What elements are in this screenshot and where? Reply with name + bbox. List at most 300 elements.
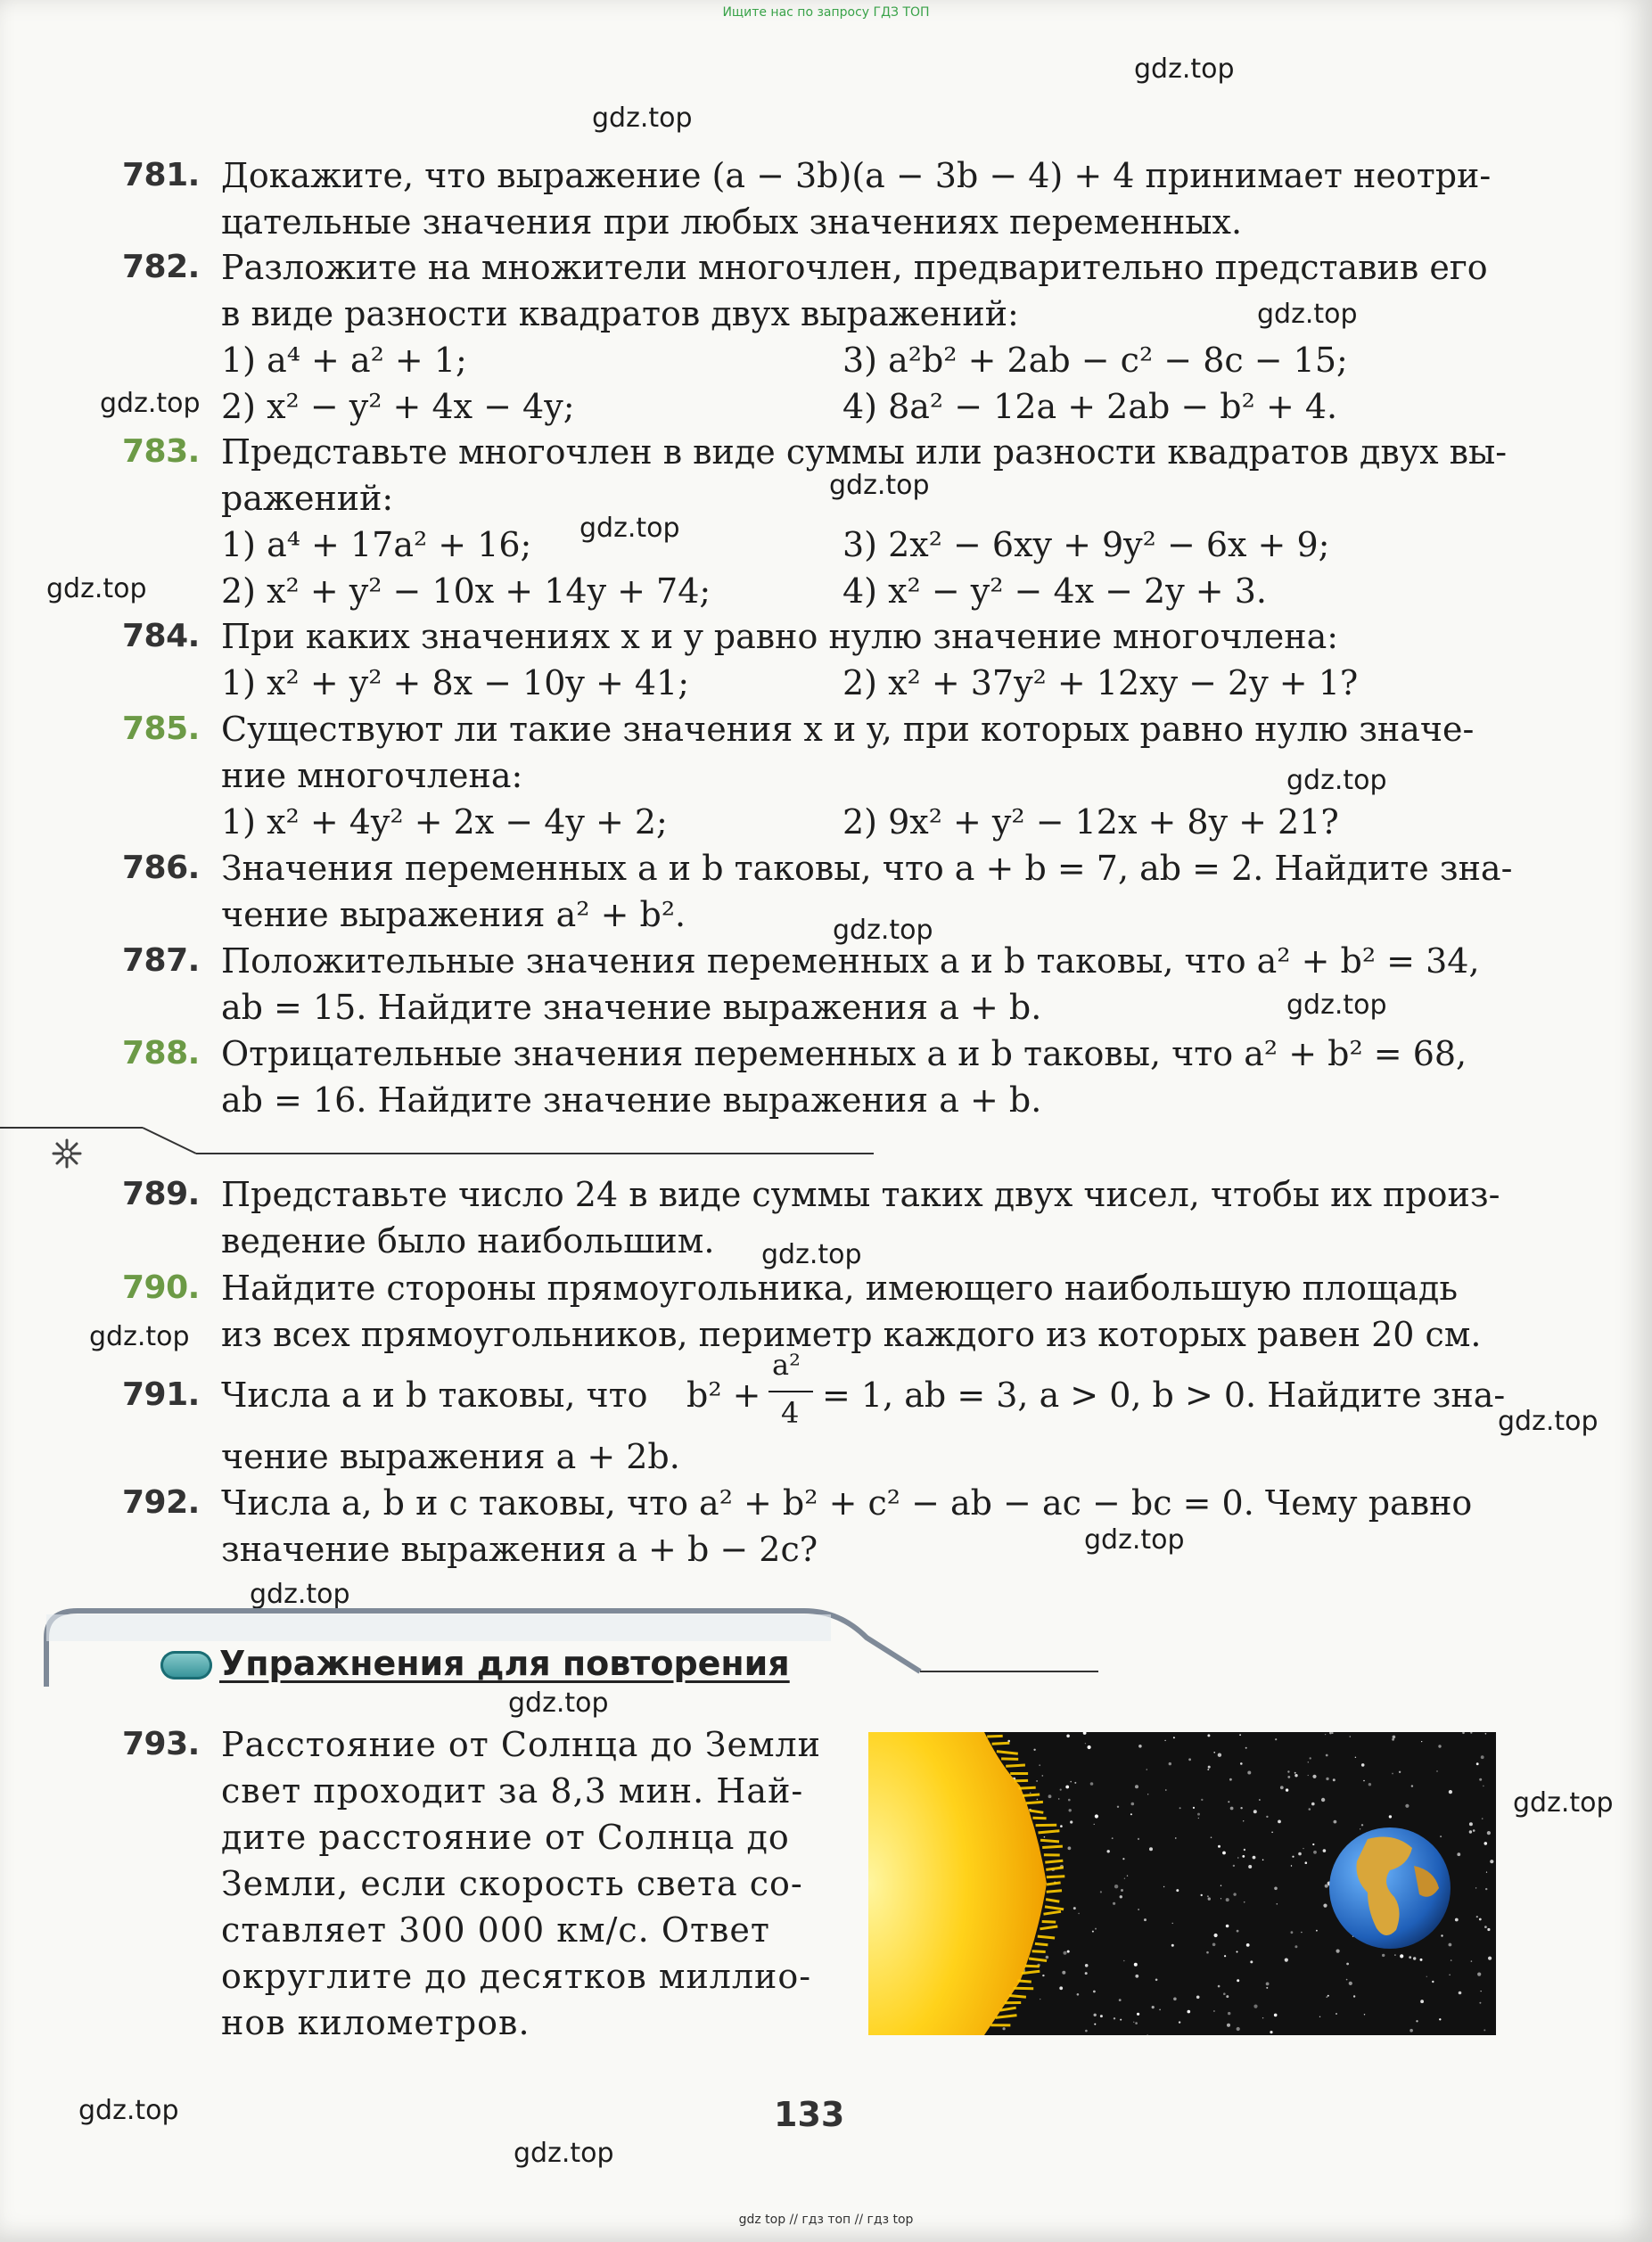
- star: [1135, 1975, 1138, 1978]
- star: [1065, 1786, 1069, 1789]
- star: [1112, 1837, 1114, 1839]
- star: [1173, 1737, 1175, 1738]
- sun-ray: [992, 1743, 1010, 1744]
- star: [1088, 1745, 1091, 1749]
- problem-number: 781.: [122, 157, 200, 193]
- sun-ray: [1009, 1996, 1026, 1998]
- sun-ray: [1040, 1840, 1059, 1842]
- star: [1432, 1981, 1434, 1983]
- star: [1159, 2009, 1161, 2011]
- star: [1037, 1799, 1039, 1801]
- star: [1409, 1956, 1411, 1959]
- star: [1247, 1771, 1251, 1775]
- star: [1294, 1945, 1297, 1948]
- star: [1213, 1752, 1215, 1753]
- star: [1275, 1738, 1277, 1740]
- watermark: gdz.top: [1286, 990, 1387, 1021]
- star: [1326, 1778, 1328, 1780]
- star: [1312, 1775, 1316, 1778]
- star: [1147, 1769, 1148, 1770]
- sun-ray: [1032, 1818, 1046, 1819]
- problem-item: 2) x² + 37y² + 12xy − 2y + 1?: [842, 663, 1359, 702]
- fraction-numerator: a²: [772, 1348, 801, 1382]
- star: [1122, 1858, 1124, 1860]
- star: [1393, 1736, 1396, 1739]
- star: [1392, 1738, 1394, 1741]
- watermark: gdz.top: [46, 573, 147, 604]
- sun-ray: [997, 1752, 1018, 1754]
- star: [1164, 1740, 1165, 1741]
- star: [1237, 1951, 1238, 1953]
- problem-text: дите расстояние от Солнца до: [221, 1818, 790, 1857]
- star: [1311, 1803, 1315, 1806]
- section-title: Упражнения для повторения: [219, 1644, 790, 1683]
- star: [1173, 1998, 1177, 2001]
- star: [1291, 1931, 1294, 1934]
- star: [1479, 2002, 1481, 2004]
- star: [1131, 1803, 1135, 1806]
- star: [1201, 1799, 1203, 1801]
- watermark: gdz.top: [1286, 765, 1387, 796]
- star: [1033, 1749, 1035, 1751]
- star: [1346, 1963, 1349, 1966]
- star: [1175, 1837, 1176, 1838]
- star: [1077, 1993, 1080, 1996]
- star: [1196, 1996, 1200, 2000]
- star: [1094, 2014, 1097, 2016]
- star: [1179, 2021, 1180, 2023]
- star: [1226, 1995, 1229, 1998]
- star: [1475, 1887, 1476, 1888]
- star: [1138, 1745, 1142, 1748]
- problem-text: Существуют ли такие значения x и y, при которых равно нулю значе-: [221, 710, 1475, 749]
- problem-text: ражений:: [221, 479, 394, 518]
- star: [1062, 1971, 1065, 1975]
- star: [1244, 1901, 1245, 1903]
- star: [1363, 1780, 1365, 1782]
- problem-text: Представьте число 24 в виде суммы таких двух чисел, чтобы их произ-: [221, 1175, 1500, 1214]
- star: [1201, 1894, 1203, 1896]
- problem-text: ние многочлена:: [221, 756, 523, 795]
- star: [1321, 1798, 1325, 1802]
- star: [1123, 1960, 1125, 1962]
- star: [1246, 1943, 1250, 1947]
- star: [1073, 1907, 1076, 1909]
- star: [1114, 2017, 1115, 2019]
- star: [1416, 2020, 1418, 2022]
- star: [1060, 1789, 1062, 1791]
- star: [1490, 1860, 1493, 1863]
- problem-text: Значения переменных a и b таковы, что a + b = 7, ab = 2. Найдите зна-: [221, 849, 1513, 888]
- star: [1441, 1934, 1442, 1936]
- sun-ray: [1000, 2008, 1016, 2010]
- star: [1285, 1959, 1288, 1962]
- star: [1078, 1913, 1080, 1915]
- problem-number: 789.: [122, 1176, 200, 1212]
- star: [1483, 1786, 1484, 1787]
- star: [1336, 2013, 1337, 2015]
- star: [1470, 1732, 1472, 1734]
- star: [1119, 1999, 1122, 2001]
- star: [1310, 1757, 1311, 1759]
- problem-text: значение выражения a + b − 2c?: [221, 1530, 818, 1569]
- star: [1069, 1809, 1072, 1811]
- star: [1239, 1734, 1241, 1736]
- watermark: gdz.top: [1084, 1524, 1185, 1556]
- star: [1420, 1959, 1423, 1961]
- star: [1085, 1964, 1089, 1967]
- section-divider: [0, 1125, 892, 1161]
- star: [1449, 1790, 1452, 1794]
- problem-text: Земли, если скорость света со-: [221, 1864, 803, 1903]
- star: [1242, 1855, 1245, 1858]
- star: [1193, 1807, 1195, 1809]
- star: [1361, 1824, 1363, 1826]
- star: [1095, 1814, 1098, 1818]
- star: [1451, 1959, 1452, 1961]
- problem-text: Числа a и b таковы, что: [221, 1376, 648, 1415]
- problem-text: свет проходит за 8,3 мин. Най-: [221, 1771, 804, 1811]
- star: [1144, 1918, 1147, 1921]
- sun-ray: [1045, 1907, 1064, 1909]
- sun-ray: [1025, 1966, 1040, 1967]
- star: [1094, 1824, 1095, 1825]
- star: [1469, 1830, 1472, 1833]
- star: [1266, 1987, 1268, 1989]
- star: [1266, 1816, 1268, 1818]
- star: [1301, 1932, 1303, 1934]
- star: [1399, 1771, 1401, 1773]
- star: [1208, 1897, 1211, 1900]
- watermark: gdz.top: [100, 388, 201, 419]
- star: [1212, 1943, 1216, 1947]
- star: [1085, 2030, 1088, 2033]
- star: [1245, 1747, 1247, 1749]
- star: [1100, 2015, 1103, 2017]
- star: [1325, 1734, 1326, 1735]
- star: [1294, 1772, 1296, 1774]
- star: [1134, 1963, 1138, 1967]
- problem-text: ab = 15. Найдите значение выражения a + b.: [221, 988, 1042, 1027]
- star: [1243, 1820, 1244, 1821]
- star: [1361, 1763, 1365, 1767]
- star: [1389, 1815, 1392, 1818]
- star: [1093, 1991, 1096, 1993]
- star: [1130, 1813, 1132, 1815]
- problem-number: 788.: [122, 1035, 200, 1072]
- star: [1211, 1836, 1212, 1838]
- star: [1253, 1856, 1256, 1860]
- star: [1262, 1860, 1264, 1861]
- star: [1479, 1918, 1482, 1921]
- sun-ray: [1047, 1883, 1061, 1885]
- watermark: gdz.top: [761, 1239, 862, 1270]
- page-number: 133: [774, 2095, 845, 2134]
- bottom-banner[interactable]: gdz top // гдз топ // гдз top: [738, 2213, 914, 2227]
- star: [1457, 1852, 1460, 1856]
- star: [1095, 1928, 1097, 1930]
- problem-text: Расстояние от Солнца до Земли: [221, 1725, 821, 1764]
- star: [1305, 1861, 1308, 1864]
- star: [1083, 1732, 1087, 1735]
- problem-number: 791.: [122, 1376, 200, 1413]
- problem-item: 3) 2x² − 6xy + 9y² − 6x + 9;: [842, 525, 1330, 564]
- star: [1270, 2031, 1272, 2033]
- star: [1240, 1762, 1243, 1765]
- star: [1364, 2014, 1365, 2015]
- star: [1332, 1732, 1334, 1734]
- star: [1226, 1898, 1229, 1901]
- star: [1421, 1741, 1422, 1742]
- sun-ray: [1019, 1787, 1036, 1788]
- starfield: [868, 1732, 1496, 2035]
- sun-ray: [1029, 1959, 1047, 1961]
- problem-item: 1) x² + 4y² + 2x − 4y + 2;: [221, 802, 668, 842]
- star: [1046, 1956, 1049, 1959]
- problem-text: Найдите стороны прямоугольника, имеющего наибольшую площадь: [221, 1269, 1459, 1308]
- star: [1058, 1798, 1060, 1800]
- star: [1481, 1755, 1484, 1759]
- star: [1368, 1783, 1371, 1786]
- watermark: gdz.top: [1513, 1787, 1614, 1819]
- problem-item: 4) x² − y² − 4x − 2y + 3.: [842, 571, 1267, 611]
- star: [1188, 1758, 1191, 1761]
- problem-text: чение выражения a + 2b.: [221, 1437, 680, 1476]
- fraction-denominator: 4: [781, 1396, 800, 1430]
- problem-number: 782.: [122, 249, 200, 285]
- star: [1092, 1931, 1094, 1933]
- star: [1042, 1775, 1044, 1777]
- problem-item: 1) a⁴ + 17a² + 16;: [221, 525, 532, 564]
- star: [1323, 1904, 1327, 1908]
- watermark: gdz.top: [1498, 1406, 1599, 1437]
- star: [1064, 1951, 1067, 1955]
- star: [1224, 1955, 1226, 1957]
- star: [1207, 1895, 1209, 1897]
- problem-text: Разложите на множители многочлен, предварительно представив его: [221, 248, 1488, 287]
- star: [1039, 1764, 1040, 1766]
- star: [1439, 2018, 1441, 2020]
- star: [1172, 1923, 1173, 1924]
- star: [1274, 2014, 1278, 2017]
- watermark: gdz.top: [833, 915, 933, 946]
- star: [1382, 1954, 1385, 1957]
- star: [1262, 2017, 1263, 2018]
- star: [1405, 1804, 1409, 1808]
- star: [1208, 1766, 1211, 1769]
- sun-ray: [1046, 1868, 1064, 1870]
- problem-number: 793.: [122, 1726, 200, 1762]
- star: [1169, 1762, 1171, 1765]
- star: [1094, 2024, 1096, 2025]
- star: [1048, 1794, 1052, 1798]
- star: [1313, 1851, 1317, 1854]
- star: [1218, 1845, 1221, 1848]
- problem-text: в виде разности квадратов двух выражений:: [221, 294, 1019, 333]
- problem-text: Представьте многочлен в виде суммы или разности квадратов двух вы-: [221, 432, 1508, 472]
- star: [1163, 1886, 1164, 1887]
- star: [1455, 1918, 1459, 1922]
- sun-ray: [1038, 1936, 1055, 1938]
- star: [1137, 2013, 1139, 2016]
- sun-ray: [1001, 1759, 1018, 1760]
- sun-ray: [1042, 1846, 1063, 1847]
- sun-ray: [1006, 1765, 1025, 1766]
- problem-item: 2) 9x² + y² − 12x + 8y + 21?: [842, 802, 1339, 842]
- problem-text: ставляет 300 000 км/с. Ответ: [221, 1910, 770, 1950]
- problem-number: 790.: [122, 1269, 200, 1306]
- sun-ray: [1030, 1811, 1043, 1812]
- star: [1482, 1818, 1484, 1819]
- star: [1233, 1893, 1236, 1895]
- problem-text: Отрицательные значения переменных a и b таковы, что a² + b² = 68,: [221, 1034, 1467, 1073]
- problem-number: 787.: [122, 942, 200, 979]
- problem-item: 4) 8a² − 12a + 2ab − b² + 4.: [842, 387, 1338, 426]
- star: [1197, 1813, 1200, 1816]
- star: [1067, 1950, 1070, 1953]
- star: [1280, 1786, 1284, 1789]
- star: [1426, 1976, 1427, 1977]
- star: [1207, 1769, 1209, 1770]
- sun-ray: [1045, 1860, 1063, 1862]
- star: [1287, 1776, 1290, 1778]
- sun-ray: [1040, 1926, 1057, 1929]
- star: [1100, 1891, 1102, 1893]
- star: [1473, 1829, 1475, 1832]
- sun-ray: [1046, 1900, 1059, 1902]
- star: [1121, 1889, 1123, 1892]
- star: [1488, 1957, 1492, 1960]
- problem-item: 1) x² + y² + 8x − 10y + 41;: [221, 663, 690, 702]
- star: [1349, 1982, 1352, 1985]
- star: [1253, 2005, 1257, 2008]
- star: [1085, 1743, 1086, 1744]
- star: [1135, 2022, 1138, 2024]
- star: [1227, 2024, 1230, 2027]
- problem-number: 784.: [122, 618, 200, 654]
- star: [1042, 1975, 1044, 1976]
- star: [1155, 1979, 1158, 1982]
- star: [1484, 1926, 1487, 1928]
- problem-number: 792.: [122, 1484, 200, 1521]
- star: [1462, 1732, 1465, 1734]
- star: [1286, 1788, 1288, 1791]
- sun-ray: [1035, 1943, 1048, 1944]
- watermark: gdz.top: [829, 470, 930, 501]
- star: [1059, 1986, 1063, 1990]
- earth: [1329, 1827, 1451, 1949]
- star: [1350, 1736, 1352, 1737]
- star: [1237, 2027, 1240, 2031]
- star: [1237, 1930, 1239, 1933]
- star: [1308, 1775, 1309, 1776]
- problem-text: цательные значения при любых значениях переменных.: [221, 202, 1243, 242]
- star: [1228, 2012, 1230, 2015]
- star: [1485, 1733, 1487, 1735]
- star: [1294, 1774, 1297, 1777]
- problem-text: чение выражения a² + b².: [221, 895, 686, 934]
- sun-ray: [1026, 1802, 1043, 1803]
- star: [1133, 2022, 1134, 2023]
- star: [1484, 2029, 1485, 2031]
- star: [1090, 1782, 1094, 1786]
- watermark: gdz.top: [250, 1579, 350, 1610]
- problem-text: ведение было наибольшим.: [221, 1221, 715, 1261]
- star: [1138, 1909, 1139, 1910]
- star: [1120, 2019, 1122, 2021]
- star: [1287, 1770, 1289, 1772]
- star: [1124, 1878, 1125, 1879]
- star: [1329, 1732, 1332, 1734]
- problem-item: 2) x² + y² − 10x + 14y + 74;: [221, 571, 711, 611]
- star: [1120, 1895, 1122, 1898]
- star: [1068, 1846, 1072, 1850]
- star: [1274, 1887, 1278, 1891]
- star: [1487, 1928, 1490, 1931]
- star: [1266, 1983, 1270, 1986]
- star: [1486, 1872, 1487, 1873]
- star: [1223, 1992, 1226, 1995]
- problem-text: ab = 16. Найдите значение выражения a + b.: [221, 1080, 1042, 1120]
- star: [1459, 1992, 1462, 1995]
- problem-text: округлите до десятков миллио-: [221, 1957, 812, 1996]
- star: [1117, 1806, 1119, 1808]
- star: [1237, 1857, 1238, 1858]
- star: [1271, 1832, 1273, 1834]
- star-icon: [52, 1138, 82, 1169]
- sun-ray: [1047, 1891, 1062, 1893]
- sun-ray: [1044, 1911, 1062, 1914]
- star: [1113, 1902, 1115, 1905]
- star: [1471, 1960, 1473, 1962]
- star: [1226, 1925, 1229, 1928]
- star: [1326, 1996, 1327, 1998]
- star: [1222, 1852, 1226, 1855]
- star: [1316, 1930, 1318, 1932]
- sun-ray: [1023, 1794, 1040, 1795]
- star: [1346, 1979, 1348, 1981]
- star: [1233, 1865, 1235, 1867]
- star: [1487, 1831, 1491, 1835]
- problem-text: Числа a, b и c таковы, что a² + b² + c² − ab − ac − bc = 0. Чему равно: [221, 1483, 1473, 1523]
- star: [1135, 1785, 1138, 1788]
- star: [1312, 1844, 1314, 1845]
- star: [1036, 1780, 1038, 1782]
- star: [1070, 1781, 1072, 1783]
- star: [1355, 1757, 1356, 1758]
- star: [1291, 1865, 1292, 1866]
- watermark: gdz.top: [592, 103, 693, 134]
- problem-item: 3) a²b² + 2ab − c² − 8c − 15;: [842, 341, 1348, 380]
- sun-ray: [1018, 1981, 1031, 1982]
- top-banner[interactable]: Ищите нас по запросу ГДЗ ТОП: [722, 5, 930, 20]
- star: [1218, 1753, 1221, 1757]
- star: [1165, 1789, 1167, 1791]
- star: [1188, 2010, 1191, 2014]
- watermark: gdz.top: [579, 513, 680, 544]
- star: [1147, 2034, 1148, 2035]
- watermark: gdz.top: [508, 1688, 609, 1719]
- star: [1333, 1778, 1336, 1781]
- sun-ray: [1039, 1831, 1060, 1833]
- problem-item: 1) a⁴ + a² + 1;: [221, 341, 467, 380]
- sun-ray: [987, 1736, 1003, 1737]
- star: [1420, 2000, 1424, 2003]
- star: [1476, 1762, 1479, 1765]
- sun-ray: [996, 2016, 1017, 2018]
- star: [1323, 1849, 1327, 1852]
- problem-text: При каких значениях x и y равно нулю значение многочлена:: [221, 617, 1339, 656]
